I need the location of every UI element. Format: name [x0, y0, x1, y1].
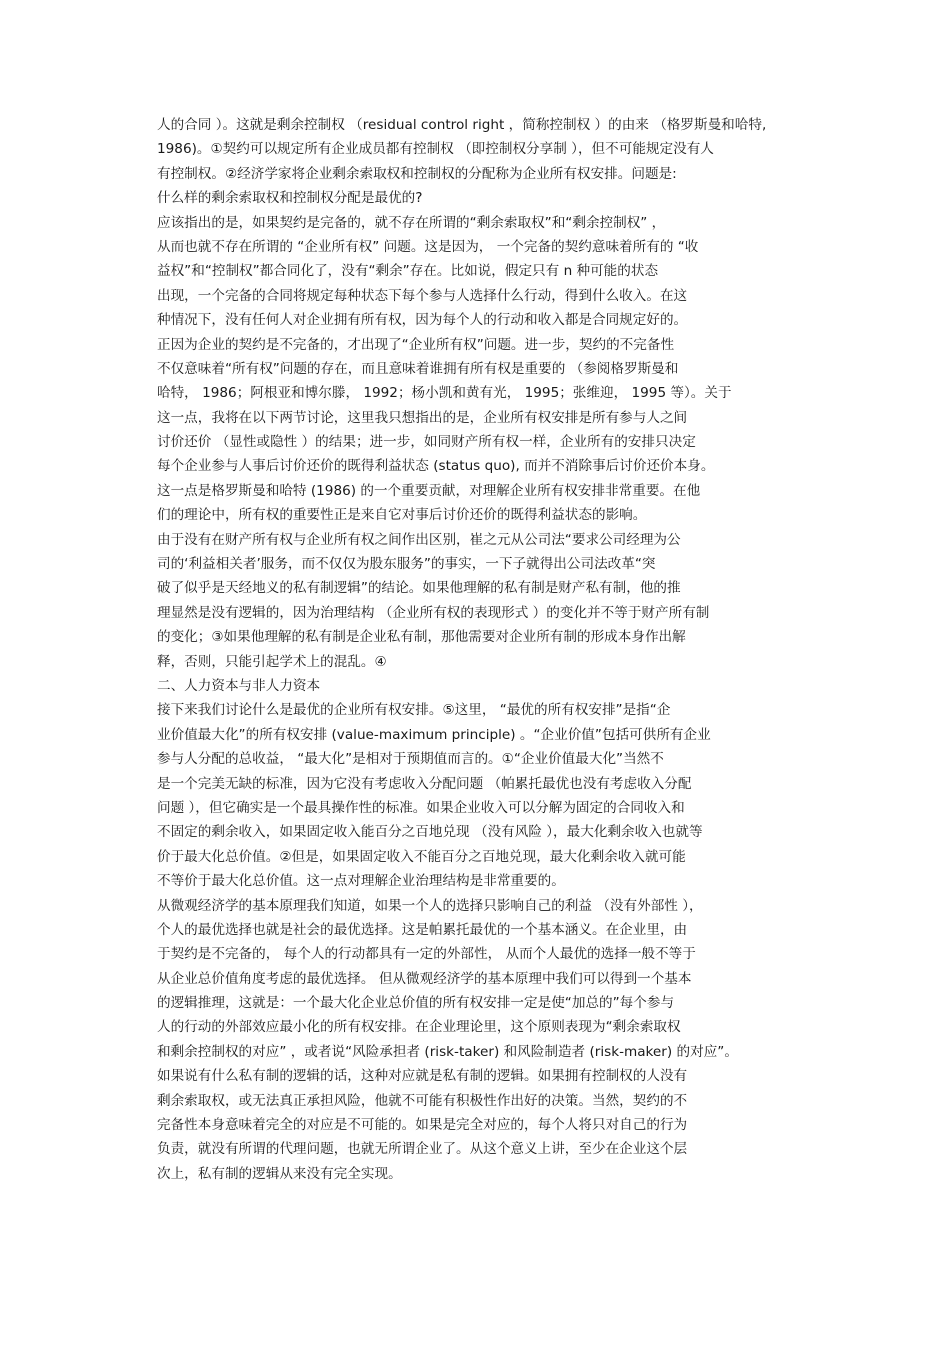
text-line: 的变化；③如果他理解的私有制是企业私有制，那他需要对企业所有制的形成本身作出解 [157, 629, 686, 646]
text-line: 价于最大化总价值。②但是，如果固定收入不能百分之百地兑现，最大化剩余收入就可能 [157, 848, 686, 865]
text-line: 个人的最优选择也就是社会的最优选择。这是帕累托最优的一个基本涵义。在企业里，由 [157, 921, 688, 938]
text-line: 从而也就不存在所谓的 “企业所有权” 问题。这是因为， 一个完备的契约意味着所有的 “收 [157, 238, 699, 255]
text-line: 是一个完美无缺的标准，因为它没有考虑收入分配问题 （帕累托最优也没有考虑收入分配 [157, 775, 692, 792]
text-line: 负责，就没有所谓的代理问题，也就无所谓企业了。从这个意义上讲，至少在企业这个层 [157, 1141, 688, 1158]
text-line: 人的合同 ）。这就是剩余控制权 （residual control right ，简称控制权 ）的由来 （格罗斯曼和哈特, [157, 117, 767, 133]
text-line: 二、人力资本与非人力资本 [157, 677, 321, 694]
text-line: 种情况下，没有任何人对企业拥有所有权，因为每个人的行动和收入都是合同规定好的。 [157, 312, 688, 329]
text-line: 正因为企业的契约是不完备的，才出现了“企业所有权”问题。进一步，契约的不完备性 [157, 336, 675, 353]
text-line: 从微观经济学的基本原理我们知道，如果一个人的选择只影响自己的利益 （没有外部性 ）， [157, 897, 703, 914]
text-line: 讨价还价 （显性或隐性 ）的结果；进一步，如同财产所有权一样，企业所有的安排只决定 [157, 434, 696, 451]
text-line: 释，否则，只能引起学术上的混乱。④ [157, 653, 387, 670]
text-line: 不等价于最大化总价值。这一点对理解企业治理结构是非常重要的。 [157, 873, 565, 890]
text-line: 剩余索取权，或无法真正承担风险，他就不可能有积极性作出好的决策。当然，契约的不 [157, 1092, 688, 1109]
text-line: 问题 ），但它确实是一个最具操作性的标准。如果企业收入可以分解为固定的合同收入和 [157, 799, 685, 816]
text-line: 应该指出的是，如果契约是完备的，就不存在所谓的“剩余索取权”和“剩余控制权” ， [157, 214, 666, 231]
text-line: 完备性本身意味着完全的对应是不可能的。如果是完全对应的，每个人将只对自己的行为 [157, 1117, 688, 1134]
text-line: 什么样的剩余索取权和控制权分配是最优的? [157, 190, 423, 207]
text-line: 如果说有什么私有制的逻辑的话，这种对应就是私有制的逻辑。如果拥有控制权的人没有 [157, 1068, 688, 1085]
text-line: 参与人分配的总收益， “最大化”是相对于预期值而言的。①“企业价值最大化”当然不 [157, 751, 664, 768]
text-line: 接下来我们讨论什么是最优的企业所有权安排。⑤这里， “最优的所有权安排”是指“企 [157, 702, 671, 719]
document-body [157, 113, 827, 1186]
text-line: 有控制权。②经济学家将企业剩余索取权和控制权的分配称为企业所有权安排。问题是: [157, 165, 677, 182]
text-line: 不仅意味着“所有权”问题的存在，而且意味着谁拥有所有权是重要的 （参阅格罗斯曼和 [157, 360, 679, 377]
text-line: 每个企业参与人事后讨价还价的既得利益状态 (status quo), 而并不消除事后讨价还价本身。 [157, 458, 715, 475]
text-line: 1986)。①契约可以规定所有企业成员都有控制权 （即控制权分享制 ），但不可能规定没有人 [157, 141, 714, 158]
text-line: 于契约是不完备的， 每个人的行动都具有一定的外部性， 从而个人最优的选择一般不等于 [157, 946, 696, 963]
text-line: 从企业总价值角度考虑的最优选择。 但从微观经济学的基本原理中我们可以得到一个基本 [157, 970, 692, 987]
text-line: 由于没有在财产所有权与企业所有权之间作出区别，崔之元从公司法“要求公司经理为公 [157, 531, 681, 548]
text-line: 的逻辑推理，这就是：一个最大化企业总价值的所有权安排一定是使“加总的”每个参与 [157, 995, 675, 1012]
text-line: 这一点是格罗斯曼和哈特 (1986) 的一个重要贡献，对理解企业所有权安排非常重要。在他 [157, 482, 701, 499]
text-line: 这一点，我将在以下两节讨论，这里我只想指出的是，企业所有权安排是所有参与人之间 [157, 409, 688, 426]
text-line: 不固定的剩余收入，如果固定收入能百分之百地兑现 （没有风险 ），最大化剩余收入也就等 [157, 824, 703, 841]
text-line: 次上，私有制的逻辑从来没有完全实现。 [157, 1165, 402, 1182]
text-line: 益权”和“控制权”都合同化了，没有“剩余”存在。比如说，假定只有 n 种可能的状态 [157, 263, 659, 280]
text-line: 和剩余控制权的对应” ，或者说“风险承担者 (risk-taker) 和风险制造者 (risk-maker) 的对应”。 [157, 1043, 738, 1060]
text-line: 破了似乎是天经地义的私有制逻辑”的结论。如果他理解的私有制是财产私有制，他的推 [157, 580, 681, 597]
text-line: 司的‘利益相关者’服务，而不仅仅为股东服务”的事实，一下子就得出公司法改革“突 [157, 556, 656, 573]
text-line: 们的理论中，所有权的重要性正是来自它对事后讨价还价的既得利益状态的影响。 [157, 507, 647, 524]
text-line: 出现，一个完备的合同将规定每种状态下每个参与人选择什么行动，得到什么收入。在这 [157, 287, 688, 304]
text-line: 哈特， 1986；阿根亚和博尔滕， 1992；杨小凯和黄有光， 1995；张维迎， 1995 等）。关于 [157, 385, 732, 402]
text-line: 理显然是没有逻辑的，因为治理结构 （企业所有权的表现形式 ）的变化并不等于财产所有制 [157, 604, 710, 621]
text-line: 人的行动的外部效应最小化的所有权安排。在企业理论里，这个原则表现为“剩余索取权 [157, 1019, 681, 1036]
text-line: 业价值最大化”的所有权安排 (value-maximum principle) 。“企业价值”包括可供所有企业 [157, 726, 711, 743]
